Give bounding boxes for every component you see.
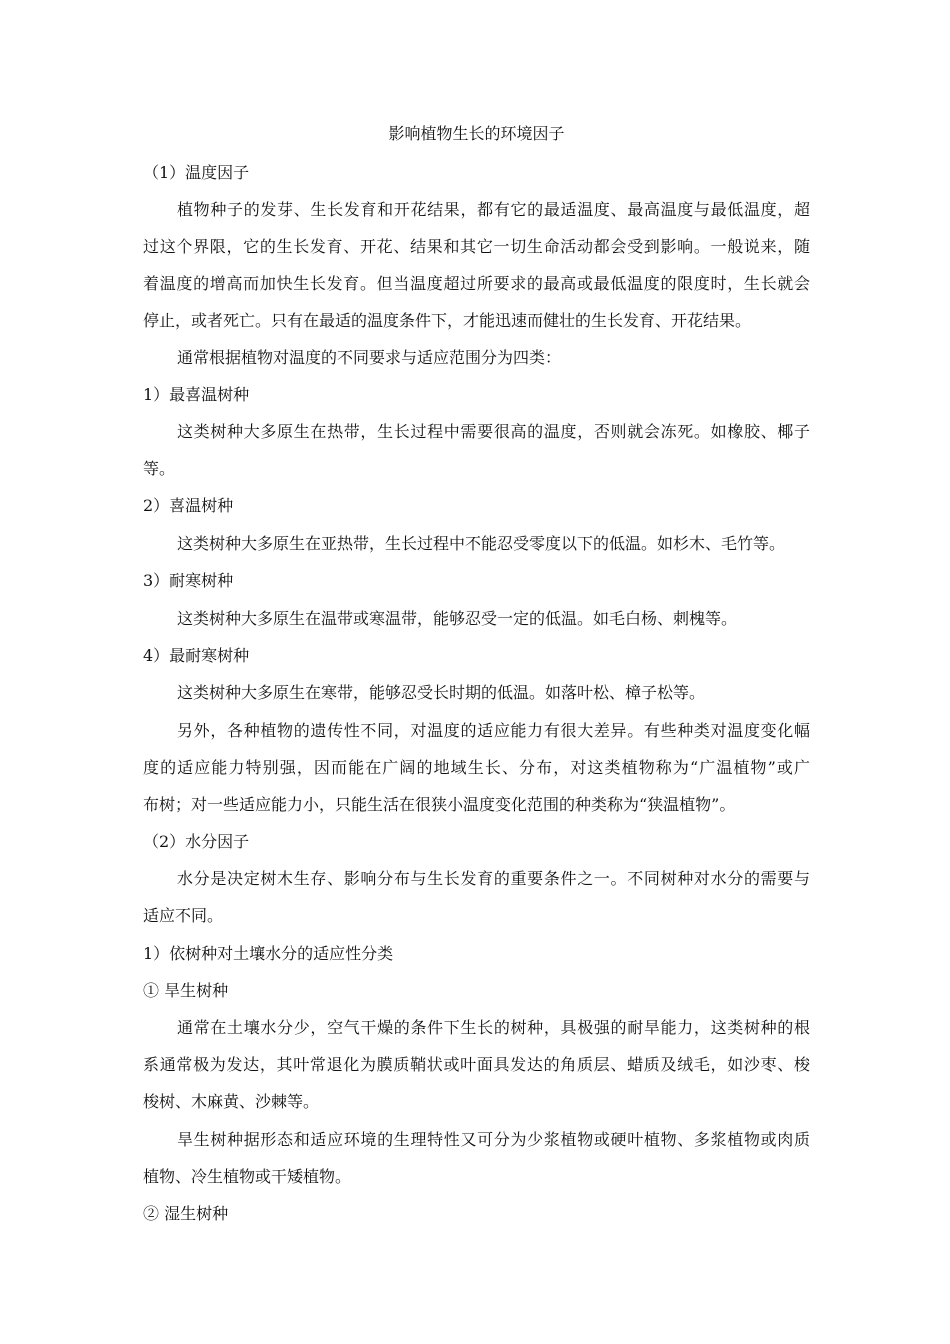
paragraph-line: 植物、冷生植物或干矮植物。 [143, 1167, 352, 1186]
paragraph-line: 等。 [143, 459, 176, 478]
paragraph-line: 水分是决定树木生存、影响分布与生长发育的重要条件之一。不同树种对水分的需要与 [177, 869, 810, 888]
document-title: 影响植物生长的环境因子 [388, 124, 565, 143]
paragraph-line: 过这个界限，它的生长发育、开花、结果和其它一切生命活动都会受到影响。一般说来，随 [143, 237, 810, 256]
paragraph-line: 通常在土壤水分少，空气干燥的条件下生长的树种，具极强的耐旱能力，这类树种的根 [177, 1018, 810, 1037]
subheading-hygrophytic-trees: ② 湿生树种 [143, 1204, 229, 1223]
subheading-most-thermophilic: 1）最喜温树种 [143, 385, 250, 404]
paragraph-line: 另外，各种植物的遗传性不同，对温度的适应能力有很大差异。有些种类对温度变化幅 [177, 721, 810, 740]
section-heading-water: （2）水分因子 [143, 832, 250, 851]
subheading-xerophytic-trees: ① 旱生树种 [143, 981, 229, 1000]
paragraph-line: 度的适应能力特别强，因而能在广阔的地域生长、分布，对这类植物称为“广温植物”或广 [143, 758, 810, 777]
paragraph-line: 这类树种大多原生在温带或寒温带，能够忍受一定的低温。如毛白杨、刺槐等。 [177, 609, 738, 628]
paragraph-line: 适应不同。 [143, 906, 224, 925]
section-heading-temperature: （1）温度因子 [143, 163, 250, 182]
paragraph-line: 旱生树种据形态和适应环境的生理特性又可分为少浆植物或硬叶植物、多浆植物或肉质 [177, 1130, 810, 1149]
paragraph-line: 植物种子的发芽、生长发育和开花结果，都有它的最适温度、最高温度与最低温度，超 [177, 200, 810, 219]
paragraph-line: 通常根据植物对温度的不同要求与适应范围分为四类： [177, 348, 562, 367]
paragraph-line: 这类树种大多原生在亚热带，生长过程中不能忍受零度以下的低温。如杉木、毛竹等。 [177, 534, 786, 553]
paragraph-line: 这类树种大多原生在热带，生长过程中需要很高的温度，否则就会冻死。如橡胶、椰子 [177, 422, 810, 441]
subheading-cold-tolerant: 3）耐寒树种 [143, 571, 234, 590]
subheading-soil-water-classification: 1）依树种对土壤水分的适应性分类 [143, 944, 394, 963]
paragraph-line: 停止，或者死亡。只有在最适的温度条件下，才能迅速而健壮的生长发育、开花结果。 [143, 311, 752, 330]
subheading-most-cold-tolerant: 4）最耐寒树种 [143, 646, 250, 665]
paragraph-line: 着温度的增高而加快生长发育。但当温度超过所要求的最高或最低温度的限度时，生长就会 [143, 274, 810, 293]
paragraph-line: 系通常极为发达，其叶常退化为膜质鞘状或叶面具发达的角质层、蜡质及绒毛，如沙枣、梭 [143, 1055, 810, 1074]
paragraph-line: 布树；对一些适应能力小，只能生活在很狭小温度变化范围的种类称为“狭温植物”。 [143, 795, 736, 814]
paragraph-line: 梭树、木麻黄、沙棘等。 [143, 1092, 320, 1111]
paragraph-line: 这类树种大多原生在寒带，能够忍受长时期的低温。如落叶松、樟子松等。 [177, 683, 706, 702]
subheading-thermophilic: 2）喜温树种 [143, 496, 234, 515]
